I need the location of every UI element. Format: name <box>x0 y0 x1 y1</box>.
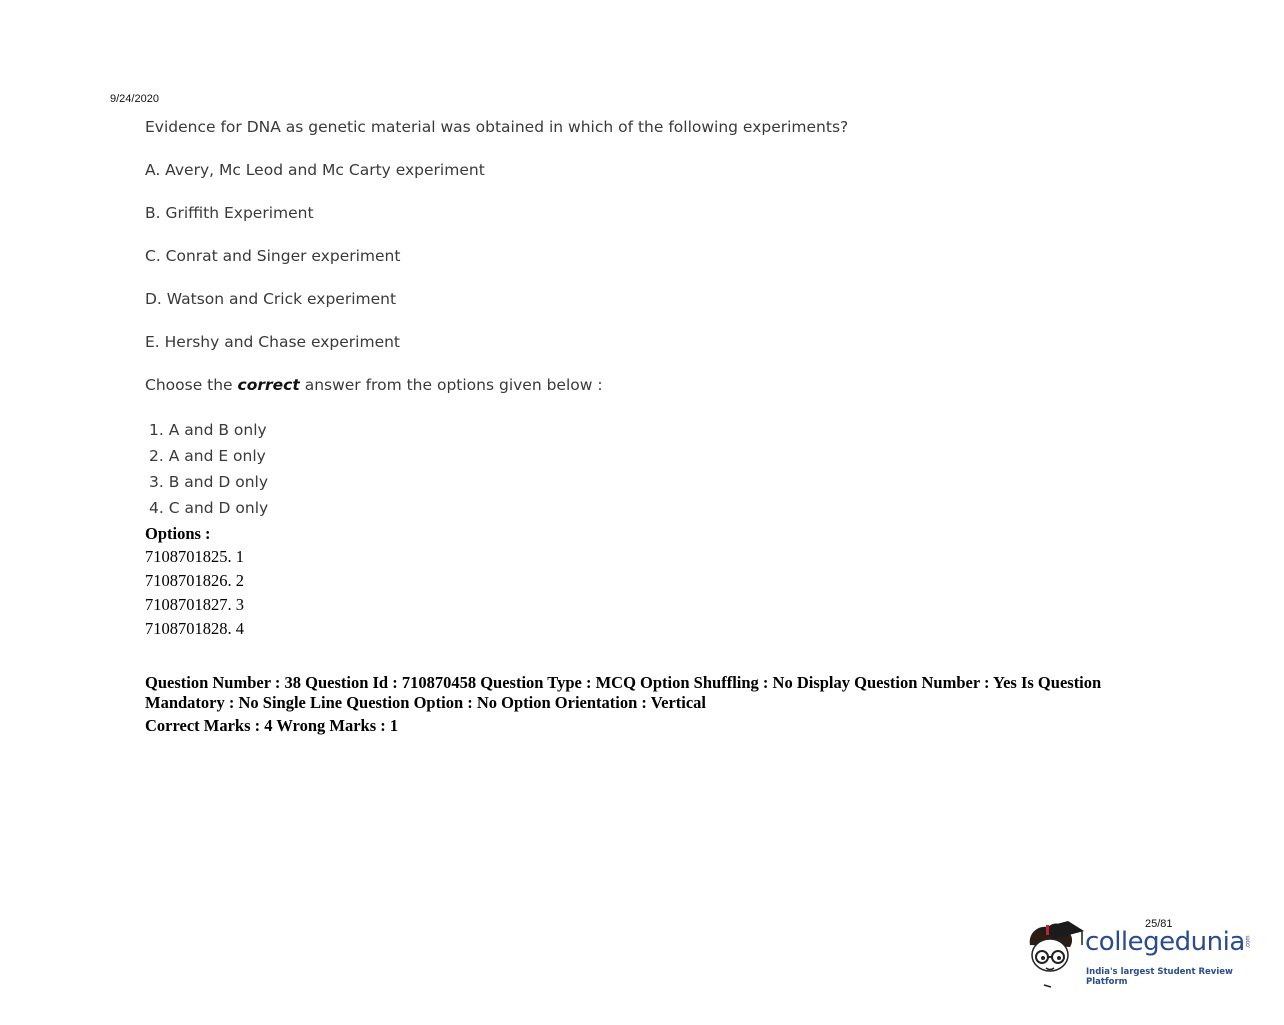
print-date: 9/24/2020 <box>110 93 159 105</box>
option-id-1: 7108701825. 1 <box>145 547 244 566</box>
question-metadata: Question Number : 38 Question Id : 710870458 Question Type : MCQ Option Shuffling : No Display Question Number : Yes Is Question Mandatory : No Single Line Question Option : No Option Orientation : Vertical <box>145 673 1102 712</box>
page-number: 25/81 <box>1145 918 1173 930</box>
answer-item-1: 1. A and B only <box>149 421 267 439</box>
logo-wordmark: collegedunia <box>1085 927 1245 957</box>
statement-a: A. Avery, Mc Leod and Mc Carty experiment <box>145 161 485 179</box>
logo-tagline: India's largest Student Review Platform <box>1086 967 1233 987</box>
statement-d: D. Watson and Crick experiment <box>145 290 397 308</box>
answer-item-3: 3. B and D only <box>149 473 269 491</box>
option-id-4: 7108701828. 4 <box>145 619 244 638</box>
question-block <box>145 116 1195 521</box>
logo-com: .com <box>1245 935 1252 949</box>
statement-b: B. Griffith Experiment <box>145 204 314 222</box>
statement-c: C. Conrat and Singer experiment <box>145 247 401 265</box>
answer-item-4: 4. C and D only <box>149 499 269 517</box>
marks-info: Correct Marks : 4 Wrong Marks : 1 <box>145 716 399 735</box>
question-text: Evidence for DNA as genetic material was obtained in which of the following experiments? <box>145 118 849 136</box>
options-label: Options : <box>145 524 211 543</box>
collegedunia-logo <box>1024 915 1254 990</box>
answer-list <box>145 417 1195 521</box>
option-id-2: 7108701826. 2 <box>145 571 244 590</box>
option-id-3: 7108701827. 3 <box>145 595 244 614</box>
answer-item-2: 2. A and E only <box>149 447 266 465</box>
graduate-mascot-icon <box>1024 915 1086 990</box>
choose-instruction <box>145 374 1195 396</box>
statement-e: E. Hershy and Chase experiment <box>145 333 401 351</box>
choose-suffix: answer from the options given below : <box>299 376 603 394</box>
choose-emphasis: correct <box>237 376 300 394</box>
choose-prefix: Choose the <box>145 376 238 394</box>
options-block <box>145 523 244 641</box>
